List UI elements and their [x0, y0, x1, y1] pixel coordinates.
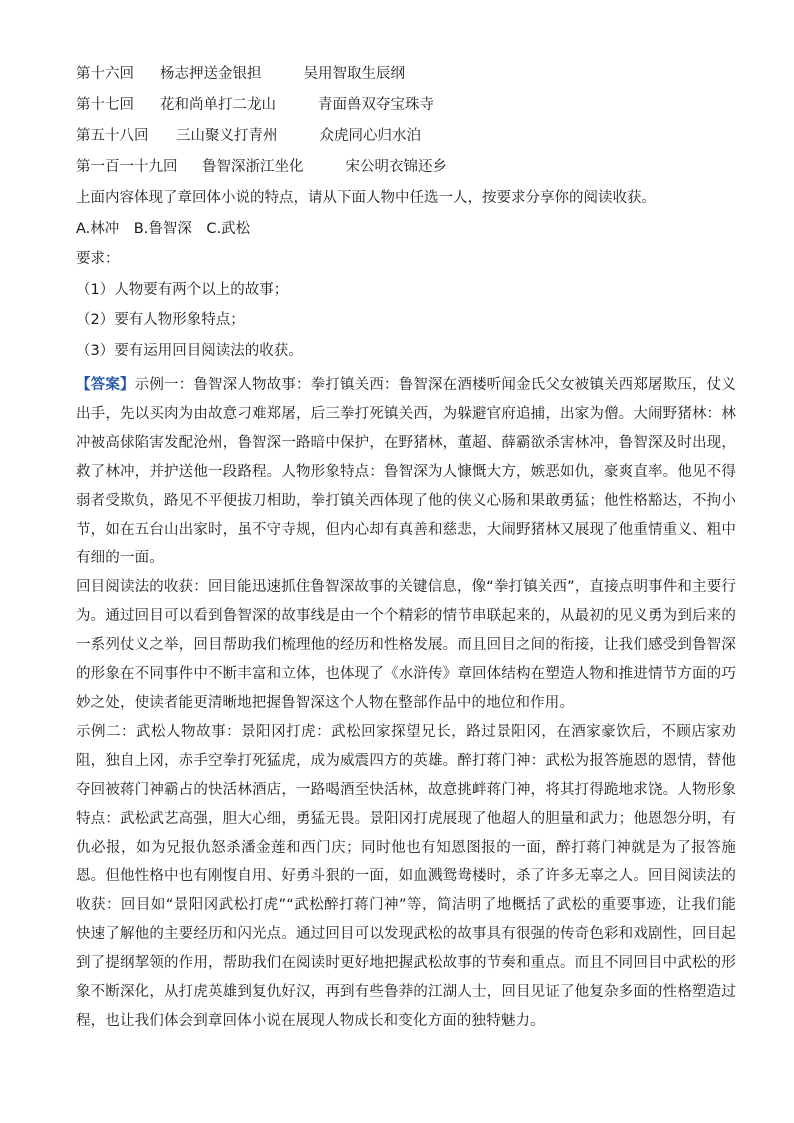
- answer-tag: 【答案】: [76, 377, 135, 393]
- chapter-title-second: 宋公明衣锦还乡: [345, 159, 447, 175]
- requirement-item: （3）要有运用回目阅读法的收获。: [76, 342, 303, 359]
- question-block: [76, 185, 736, 368]
- chapter-title-first: 杨志押送金银担: [160, 66, 262, 82]
- chapter-row: [76, 154, 736, 185]
- chapter-title-second: 众虎同心归水泊: [319, 128, 421, 144]
- answer-paragraph: 示例二：武松人物故事：景阳冈打虎：武松回家探望兄长，路过景阳冈，在酒家豪饮后，不顾店家劝阻，独自上冈，赤手空拳打死猛虎，成为威震四方的英雄。醉打蒋门神：武松为报答施恩的恩情，替他夺回被蒋门神霸占的快活林酒店，一路喝酒至快活林，故意挑衅蒋门神，将其打得跪地求饶。人物形象特点：武松武艺高强，胆大心细，勇猛无畏。景阳冈打虎展现了他超人的胆量和武力；他恩怨分明，有仇必报，如为兄报仇怒杀潘金莲和西门庆；同时他也有知恩图报的一面，醉打蒋门神就是为了报答施恩。但他性格中也有刚愎自用、好勇斗狠的一面，如血溅鸳鸯楼时，杀了许多无辜之人。回目阅读法的收获：回目如“景阳冈武松打虎”“武松醉打蒋门神”等，简洁明了地概括了武松的重要事迹，让我们能快速了解他的主要经历和闪光点。通过回目可以发现武松的故事具有很强的传奇色彩和戏剧性，回目起到了提纲挈领的作用，帮助我们在阅读时更好地把握武松故事的节奏和重点。而且不同回目中武松的形象不断深化，从打虎英雄到复仇好汉，再到有些鲁莽的江湖人士，回目见证了他复杂多面的性格塑造过程，也让我们体会到章回体小说在展现人物成长和变化方面的独特魅力。: [76, 723, 736, 1029]
- chapter-number: 第十七回: [76, 97, 134, 113]
- chapter-title-second: 青面兽双夺宝珠寺: [318, 97, 434, 113]
- chapter-number: 第一百一十九回: [76, 159, 178, 175]
- chapter-title-first: 鲁智深浙江坐化: [202, 159, 304, 175]
- chapter-title-first: 花和尚单打二龙山: [160, 97, 276, 113]
- chapter-number: 第十六回: [76, 66, 134, 82]
- answer-paragraph: 回目阅读法的收获：回目能迅速抓住鲁智深故事的关键信息，像“拳打镇关西”，直接点明事件和主要行为。通过回目可以看到鲁智深的故事线是由一个个精彩的情节串联起来的，从最初的见义勇为到后来的一系列仗义之举，回目帮助我们梳理他的经历和性格发展。而且回目之间的衔接，让我们感受到鲁智深的形象在不同事件中不断丰富和立体，也体现了《水浒传》章回体结构在塑造人物和推进情节方面的巧妙之处，使读者能更清晰地把握鲁智深这个人物在整部作品中的地位和作用。: [76, 579, 736, 711]
- chapter-title-second: 吴用智取生辰纲: [303, 66, 405, 82]
- chapter-title-first: 三山聚义打青州: [176, 128, 278, 144]
- question-text: 上面内容体现了章回体小说的特点，请从下面人物中任选一人，按要求分享你的阅读收获。: [76, 190, 656, 206]
- chapter-row: [76, 92, 736, 123]
- requirement-item: （1）人物要有两个以上的故事；: [76, 281, 289, 298]
- options-text: A.林冲 B.鲁智深 C.武松: [76, 220, 251, 237]
- chapter-row: [76, 123, 736, 154]
- chapter-list: [76, 61, 736, 185]
- answer-block: [76, 371, 736, 1036]
- answer-paragraph: [76, 371, 736, 573]
- chapter-number: 第五十八回: [76, 128, 149, 144]
- answer-example-one: 示例一：鲁智深人物故事：拳打镇关西：鲁智深在酒楼听闻金氏父女被镇关西郑屠欺压，仗义出手，先以买肉为由故意刁难郑屠，后三拳打死镇关西，为躲避官府追捕，出家为僧。大闹野猪林：林冲被高俅陷害发配沧州，鲁智深一路暗中保护，在野猪林，董超、薛霸欲杀害林冲，鲁智深及时出现，救了林冲，并护送他一段路程。人物形象特点：鲁智深为人慷慨大方，嫉恶如仇，豪爽直率。他见不得弱者受欺负，路见不平便拔刀相助，拳打镇关西体现了他的侠义心肠和果敢勇猛；他性格豁达，不拘小节，如在五台山出家时，虽不守寺规，但内心却有真善和慈悲，大闹野猪林又展现了他重情重义、粗中有细的一面。: [76, 377, 736, 567]
- requirement-item: （2）要有人物形象特点；: [76, 312, 245, 328]
- requirements-title: 要求：: [76, 251, 120, 267]
- chapter-row: [76, 61, 736, 92]
